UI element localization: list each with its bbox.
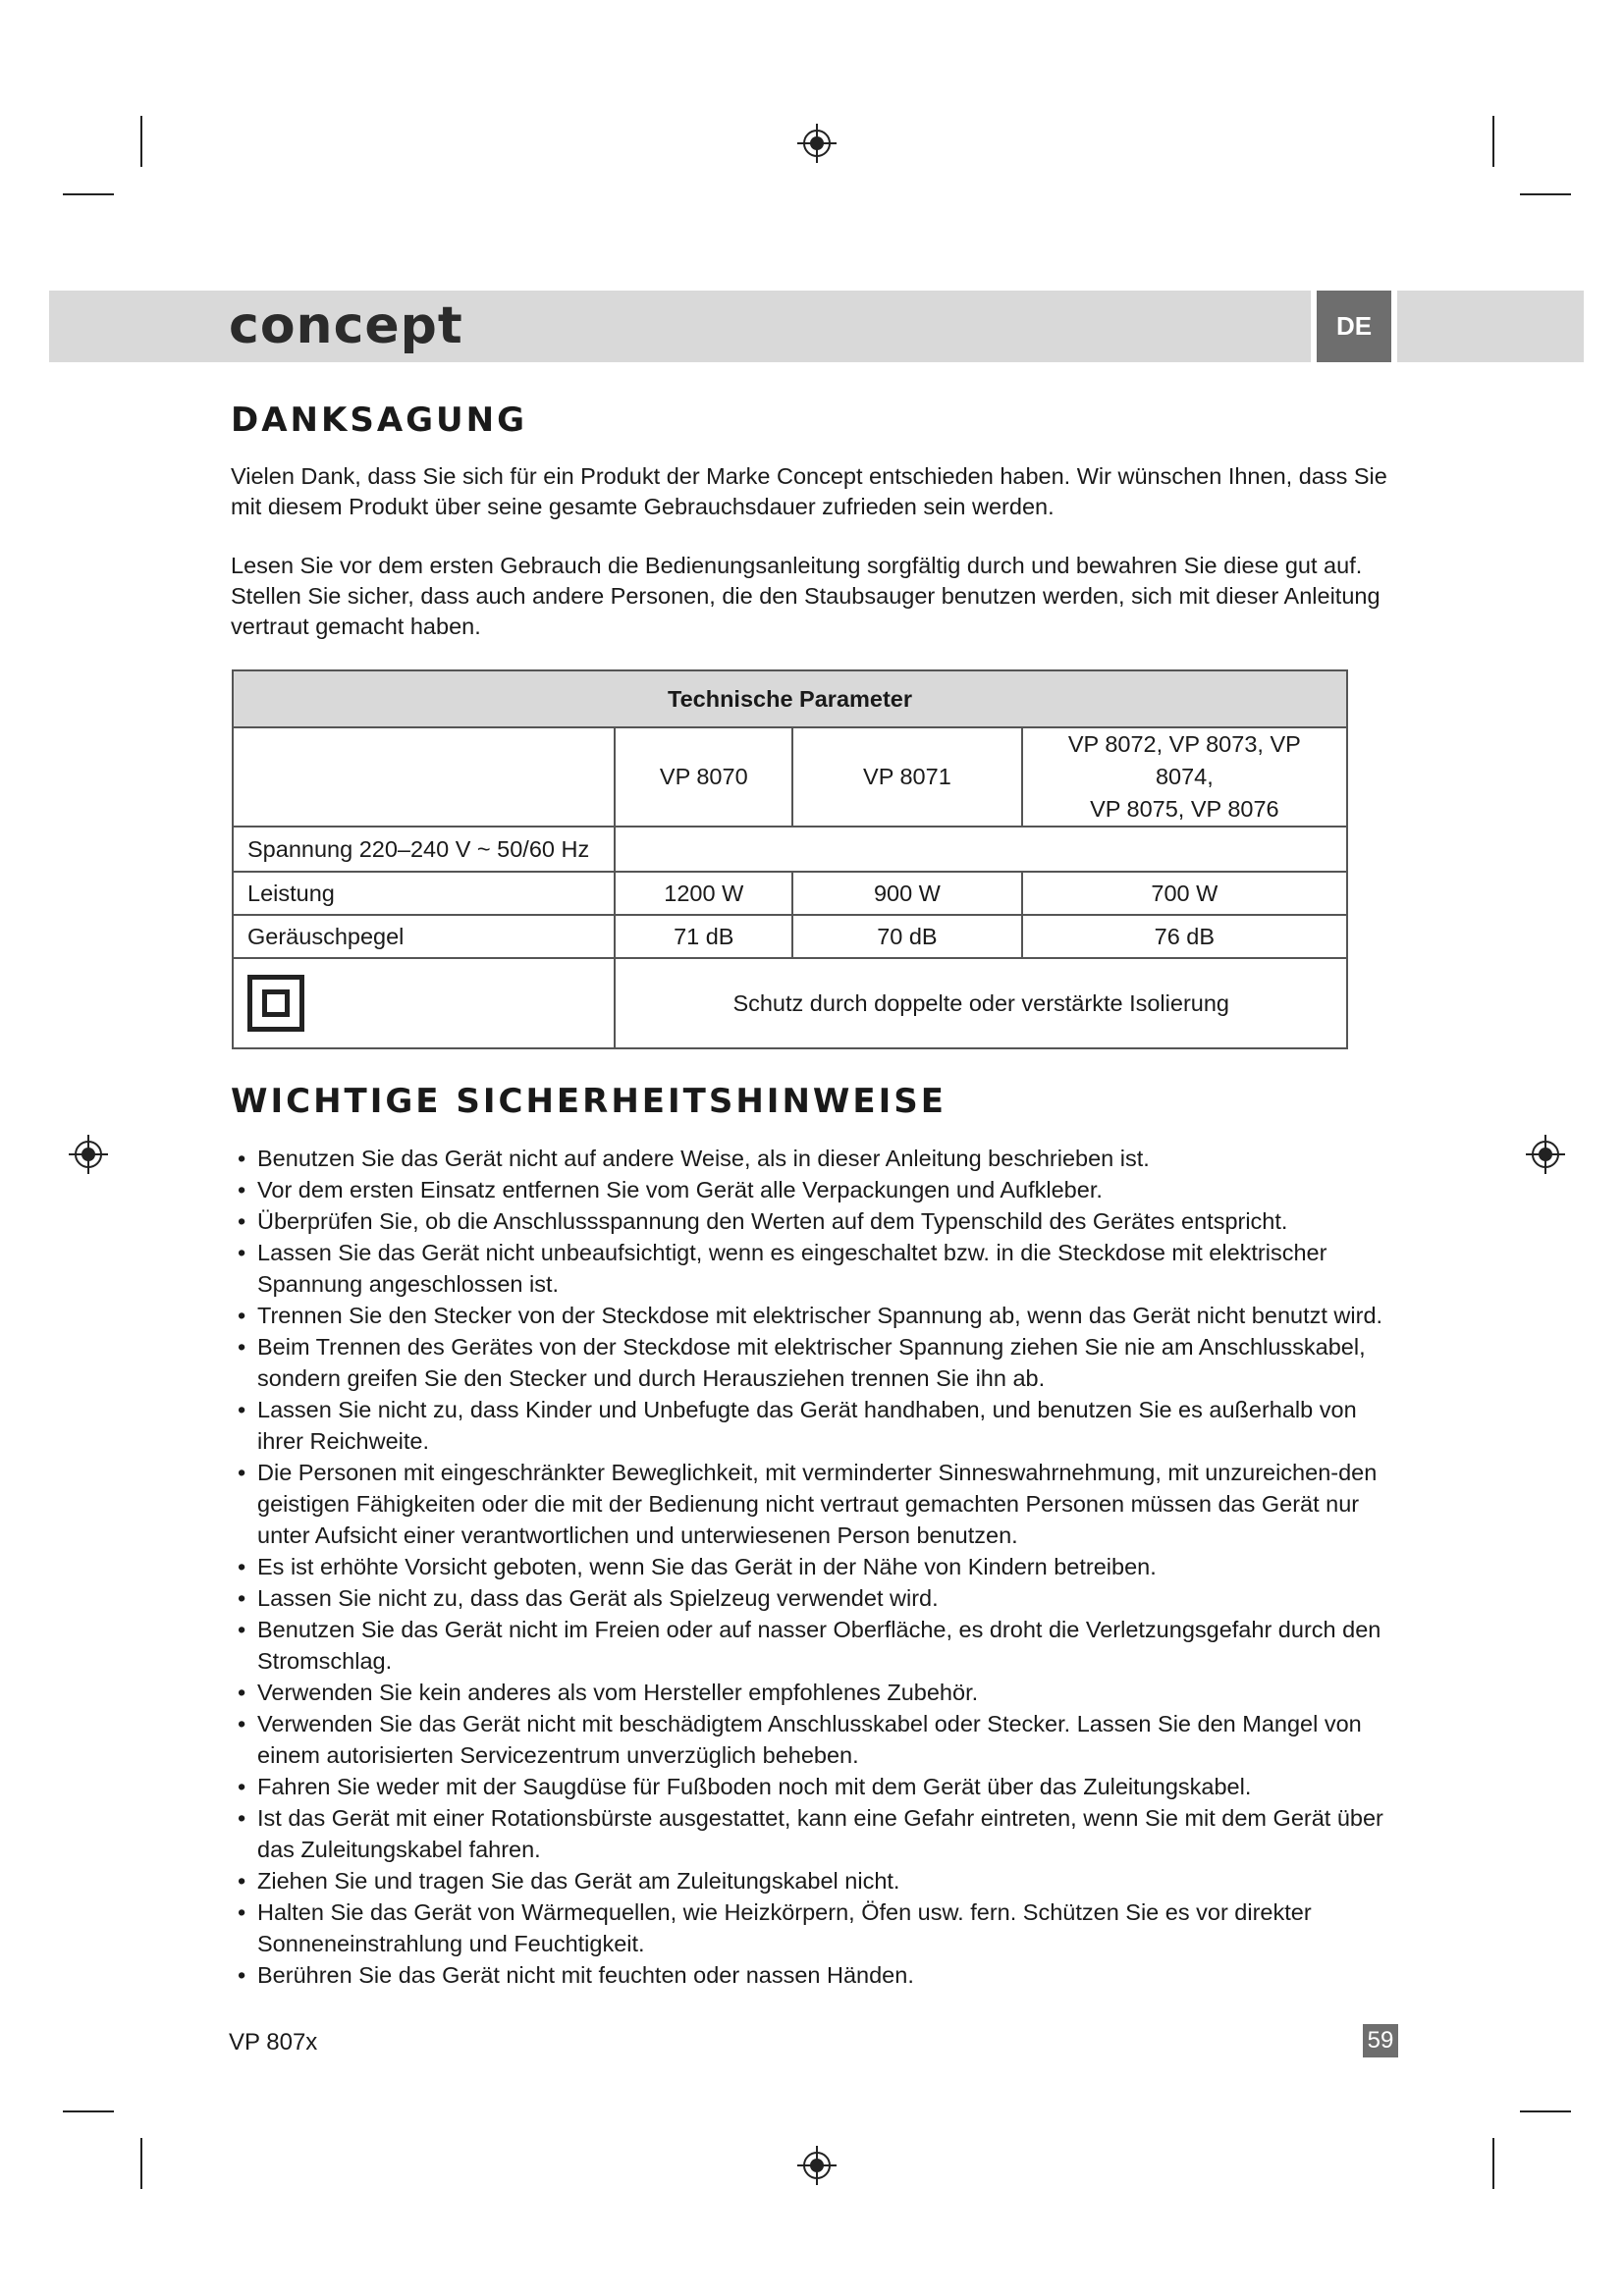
safety-list <box>224 1143 1402 1991</box>
noise-value: 76 dB <box>1022 915 1347 958</box>
list-item: • Vor dem ersten Einsatz entfernen Sie vom Gerät alle Verpackungen und Aufkleber. <box>224 1174 1402 1205</box>
page-number: 59 <box>1363 2024 1398 2057</box>
header-band-right <box>1397 291 1584 362</box>
power-value: 1200 W <box>615 872 792 915</box>
list-item: • Beim Trennen des Gerätes von der Steckdose mit elektrischer Spannung ziehen Sie nie am Anschlusskabel, sondern greifen Sie den Stecker und durch Herausziehen trennen Sie ihn ab. <box>224 1331 1402 1394</box>
model-cell: VP 8070 <box>615 727 792 827</box>
insulation-text: Schutz durch doppelte oder verstärkte Isolierung <box>615 958 1347 1048</box>
double-insulation-icon <box>247 975 304 1032</box>
crop-mark <box>140 2138 142 2189</box>
noise-label: Geräuschpegel <box>233 915 615 958</box>
list-item: • Benutzen Sie das Gerät nicht auf andere Weise, als in dieser Anleitung beschrieben ist. <box>224 1143 1402 1174</box>
list-item: • Lassen Sie nicht zu, dass das Gerät als Spielzeug verwendet wird. <box>224 1582 1402 1614</box>
crop-mark <box>63 2110 114 2112</box>
thanks-paragraph: Vielen Dank, dass Sie sich für ein Produkt der Marke Concept entschieden haben. Wir wünschen Ihnen, dass Sie mit diesem Produkt über seine gesamte Gebrauchsdauer zufrieden sein werden. <box>231 463 1387 519</box>
noise-value: 71 dB <box>615 915 792 958</box>
power-value: 700 W <box>1022 872 1347 915</box>
list-item: • Berühren Sie das Gerät nicht mit feuchten oder nassen Händen. <box>224 1959 1402 1991</box>
list-item: • Verwenden Sie das Gerät nicht mit beschädigtem Anschlusskabel oder Stecker. Lassen Sie den Mangel von einem autorisierten Servicezentrum unverzüglich beheben. <box>224 1708 1402 1771</box>
spec-table-title: Technische Parameter <box>233 670 1347 727</box>
list-item: • Verwenden Sie kein anderes als vom Hersteller empfohlenes Zubehör. <box>224 1677 1402 1708</box>
voltage-label: Spannung 220–240 V ~ 50/60 Hz <box>233 827 615 872</box>
crop-mark <box>1520 193 1571 195</box>
insulation-symbol-cell <box>233 958 615 1048</box>
power-value: 900 W <box>792 872 1022 915</box>
list-item: • Fahren Sie weder mit der Saugdüse für Fußboden noch mit dem Gerät über das Zuleitungskabel. <box>224 1771 1402 1802</box>
list-item: • Lassen Sie nicht zu, dass Kinder und Unbefugte das Gerät handhaben, und benutzen Sie es außerhalb von ihrer Reichweite. <box>224 1394 1402 1457</box>
crop-mark <box>1492 116 1494 167</box>
list-item: • Es ist erhöhte Vorsicht geboten, wenn Sie das Gerät in der Nähe von Kindern betreiben. <box>224 1551 1402 1582</box>
registration-mark-icon <box>795 122 839 165</box>
safety-heading: WICHTIGE SICHERHEITSHINWEISE <box>231 1082 947 1121</box>
registration-mark-icon <box>67 1133 110 1176</box>
voltage-empty <box>615 827 1347 872</box>
spec-empty-cell <box>233 727 615 827</box>
list-item: • Die Personen mit eingeschränkter Beweglichkeit, mit verminderter Sinneswahrnehmung, mit unzureichen-den geistigen Fähigkeiten oder die mit der Bedienung nicht vertraut gemachten Personen müssen das Gerät nur unter Aufsicht einer verantwortlichen und unterwiesenen Person benutzen. <box>224 1457 1402 1551</box>
model-line: VP 8075, VP 8076 <box>1090 796 1279 822</box>
model-cell: VP 8071 <box>792 727 1022 827</box>
list-item: • Ist das Gerät mit einer Rotationsbürste ausgestattet, kann eine Gefahr eintreten, wenn Sie mit dem Gerät über das Zuleitungskabel fahren. <box>224 1802 1402 1865</box>
list-item: • Ziehen Sie und tragen Sie das Gerät am Zuleitungskabel nicht. <box>224 1865 1402 1896</box>
thanks-heading: DANKSAGUNG <box>231 400 528 440</box>
list-item: • Halten Sie das Gerät von Wärmequellen, wie Heizkörpern, Öfen usw. fern. Schützen Sie es vor direkter Sonneneinstrahlung und Feuchtigkeit. <box>224 1896 1402 1959</box>
list-item: • Lassen Sie das Gerät nicht unbeaufsichtigt, wenn es eingeschaltet bzw. in die Steckdose mit elektrischer Spannung angeschlossen ist. <box>224 1237 1402 1300</box>
list-item: • Trennen Sie den Stecker von der Steckdose mit elektrischer Spannung ab, wenn das Gerät nicht benutzt wird. <box>224 1300 1402 1331</box>
model-line: VP 8072, VP 8073, VP 8074, <box>1067 731 1301 789</box>
registration-mark-icon <box>1524 1133 1567 1176</box>
crop-mark <box>63 193 114 195</box>
registration-mark-icon <box>795 2144 839 2187</box>
spec-table <box>232 669 1348 1049</box>
power-label: Leistung <box>233 872 615 915</box>
crop-mark <box>1520 2110 1571 2112</box>
list-item: • Überprüfen Sie, ob die Anschlussspannung den Werten auf dem Typenschild des Gerätes entspricht. <box>224 1205 1402 1237</box>
model-cell-group <box>1022 727 1347 827</box>
brand-logo: concept <box>229 296 463 355</box>
language-badge: DE <box>1317 291 1391 362</box>
noise-value: 70 dB <box>792 915 1022 958</box>
list-item: • Benutzen Sie das Gerät nicht im Freien oder auf nasser Oberfläche, es droht die Verletzungsgefahr durch den Stromschlag. <box>224 1614 1402 1677</box>
crop-mark <box>140 116 142 167</box>
thanks-paragraph: Lesen Sie vor dem ersten Gebrauch die Bedienungsanleitung sorgfältig durch und bewahren Sie diese gut auf. Stellen Sie sicher, dass auch andere Personen, die den Staubsauger benutzen werden, sich mit dieser Anleitung vertraut gemacht haben. <box>231 553 1380 639</box>
crop-mark <box>1492 2138 1494 2189</box>
footer-model: VP 807x <box>229 2029 318 2056</box>
